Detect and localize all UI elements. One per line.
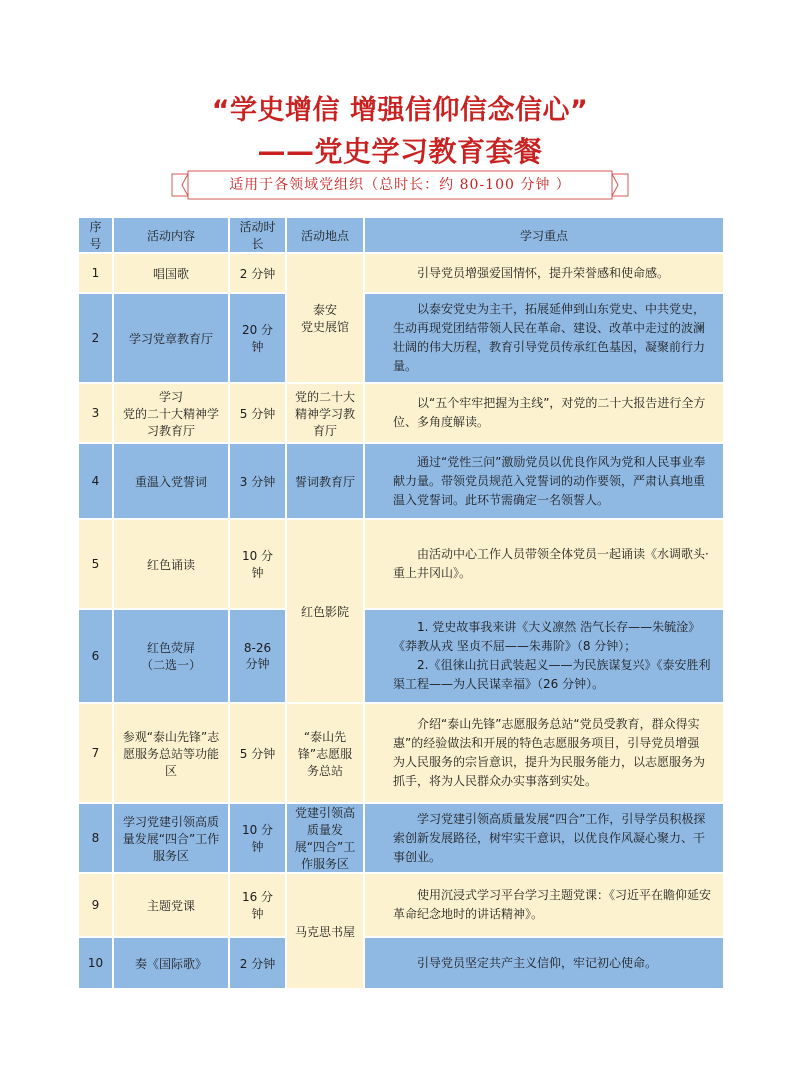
row-focus: 通过“党性三问”激励党员以优良作风为党和人民事业奉献力量。带领党员规范入党誓词的动作要领，严肃认真地重温入党誓词。此环节需确定一名领誓人。 [364,443,724,519]
row-focus: 引导党员坚定共产主义信仰，牢记初心使命。 [364,937,724,989]
row-focus: 使用沉浸式学习平台学习主题党课：《习近平在瞻仰延安革命纪念地时的讲话精神》。 [364,873,724,937]
row-no: 1 [78,253,113,293]
row-content: 参观“泰山先锋”志愿服务总站等功能区 [113,703,229,803]
row-focus: 学习党建引领高质量发展“四合”工作，引导学员积极探索创新发展路径，树牢实干意识，以优良作风凝心聚力、干事创业。 [364,803,724,873]
table-row [78,937,724,989]
page-subtitle: ——党史学习教育套餐 [257,135,543,168]
row-focus: 以泰安党史为主干，拓展延伸到山东党史、中共党史，生动再现党团结带领人民在革命、建设、改革中走过的波澜壮阔的伟大历程，教育引导党员传承红色基因，凝聚前行力量。 [364,293,724,383]
row-no: 6 [78,609,113,703]
activity-table [77,216,725,990]
row-location: 马克思书屋 [286,873,364,989]
row-no: 5 [78,519,113,609]
row-location: 党的二十大精神学习教育厅 [286,383,364,443]
row-duration: 8-26 分钟 [229,609,286,703]
row-content: 奏《国际歌》 [113,937,229,989]
row-no: 9 [78,873,113,937]
row-duration: 5 分钟 [229,383,286,443]
row-focus: 以“五个牢牢把握为主线”，对党的二十大报告进行全方位、多角度解读。 [364,383,724,443]
row-no: 2 [78,293,113,383]
table-row [78,443,724,519]
row-content: 学习党章教育厅 [113,293,229,383]
row-no: 7 [78,703,113,803]
ribbon-text: 适用于各领域党组织（总时长：约 80-100 分钟 ） [229,177,571,193]
header-location: 活动地点 [286,217,364,253]
header-focus: 学习重点 [364,217,724,253]
table-row [78,609,724,703]
row-no: 3 [78,383,113,443]
row-location: 红色影院 [286,519,364,703]
row-no: 8 [78,803,113,873]
row-duration: 5 分钟 [229,703,286,803]
focus-item-1: 1. 党史故事我来讲《大义凛然 浩气长存——朱毓淦》《莽教从戎 坚贞不屈——朱茀阶》（8 分钟）； [393,620,701,653]
row-content: 红色荧屏 （二选一） [113,609,229,703]
row-focus: 引导党员增强爱国情怀，提升荣誉感和使命感。 [364,253,724,293]
table-header-row [78,217,724,253]
row-content: 学习党建引领高质量发展“四合”工作服务区 [113,803,229,873]
row-content: 主题党课 [113,873,229,937]
header-content: 活动内容 [113,217,229,253]
row-location: 誓词教育厅 [286,443,364,519]
row-focus: 由活动中心工作人员带领全体党员一起诵读《水调歌头·重上井冈山》。 [364,519,724,609]
row-location: 党建引领高质量发展“四合”工作服务区 [286,803,364,873]
subtitle-ribbon [170,170,630,200]
table-row [78,803,724,873]
table-row [78,383,724,443]
row-no: 10 [78,937,113,989]
table-row [78,253,724,293]
row-location: 泰安 党史展馆 [286,253,364,383]
table-row [78,519,724,609]
row-content: 重温入党誓词 [113,443,229,519]
row-duration: 2 分钟 [229,253,286,293]
row-duration: 16 分钟 [229,873,286,937]
table-row [78,293,724,383]
row-focus [364,609,724,703]
row-content: 红色诵读 [113,519,229,609]
row-location: “泰山先锋”志愿服务总站 [286,703,364,803]
focus-item-2: 2.《徂徕山抗日武装起义——为民族谋复兴》《泰安胜利渠工程——为人民谋幸福》（26 分钟）。 [393,658,711,691]
header-duration: 活动时长 [229,217,286,253]
row-focus: 介绍“泰山先锋”志愿服务总站“党员受教育，群众得实惠”的经验做法和开展的特色志愿服务项目，引导党员增强为人民服务的宗旨意识，提升为民服务能力，以志愿服务为抓手，将为人民群众办实事落到实处。 [364,703,724,803]
row-content: 学习 党的二十大精神学习教育厅 [113,383,229,443]
header-no: 序号 [78,217,113,253]
row-no: 4 [78,443,113,519]
row-duration: 3 分钟 [229,443,286,519]
table-row [78,703,724,803]
row-duration: 10 分钟 [229,519,286,609]
page-title: “学史增信 增强信仰信念信心” [211,95,589,126]
row-duration: 10 分钟 [229,803,286,873]
table-row [78,873,724,937]
row-duration: 2 分钟 [229,937,286,989]
row-duration: 20 分钟 [229,293,286,383]
row-content: 唱国歌 [113,253,229,293]
